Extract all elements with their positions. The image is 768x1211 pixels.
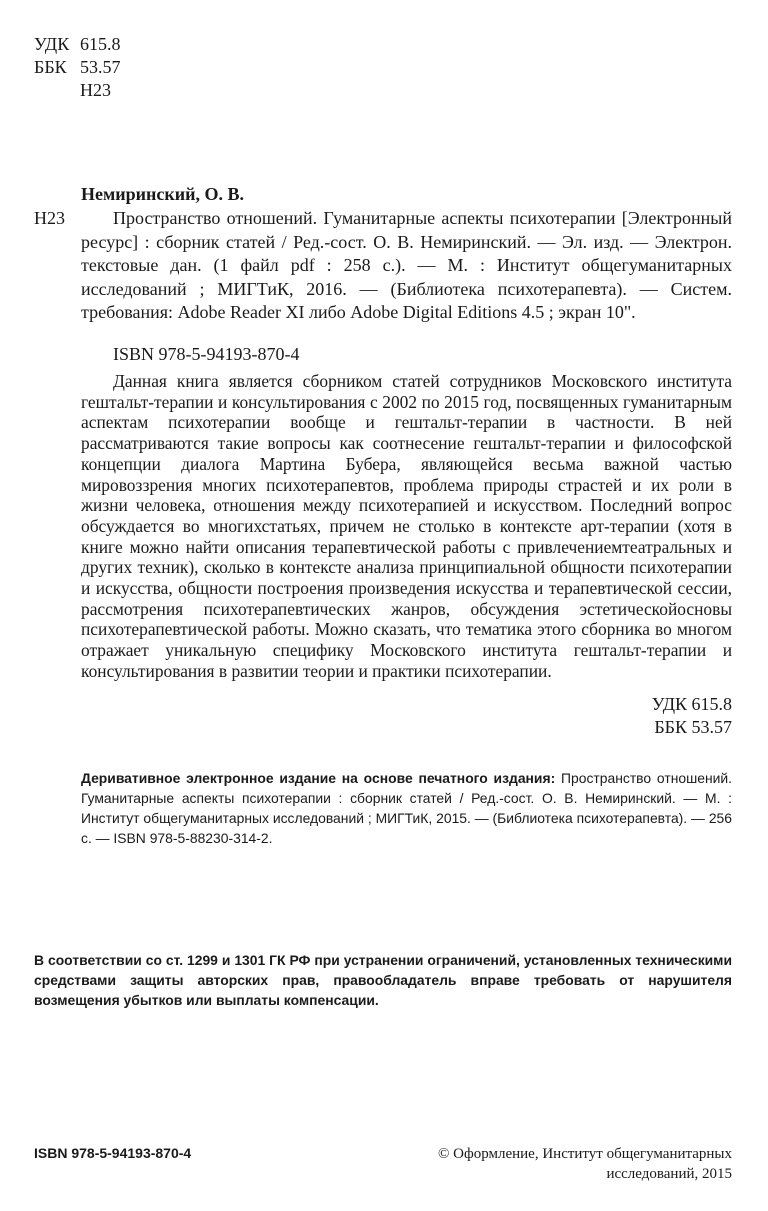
isbn-footer: ISBN 978-5-94193-870-4 [34, 1145, 192, 1161]
derivative-edition-note [81, 768, 732, 848]
udk-repeat: УДК 615.8 [651, 694, 732, 714]
bbk-line [34, 56, 121, 79]
udk-value: 615.8 [80, 34, 121, 54]
udk-line [34, 33, 121, 56]
bbk-repeat: ББК 53.57 [654, 717, 732, 737]
isbn-main: ISBN 978-5-94193-870-4 [113, 344, 300, 364]
author-cutter-code: Н23 [80, 80, 111, 100]
derivative-label: Деривативное электронное издание на основе печатного издания: [81, 770, 556, 786]
entry-cutter-code: Н23 [34, 208, 65, 228]
bbk-value: 53.57 [80, 57, 121, 77]
annotation: Данная книга является сборником статей сотрудников Московского института гештальт-терапии и консультирования с 2002 по 2015 год, посвященных гуманитарным аспектам психотерапии вообще и гештальт-терапии в частности. В ней рассматриваются такие вопросы как соотнесение гештальт-терапии и философской концепции диалога Мартина Бубера, являющейся весьма важной частью мировоззрения многих психотерапевтов, проблема природы страстей и их роли в жизни человека, отношения между психотерапией и искусством. Последний вопрос обсуждается во многихстатьях, причем не столько в контексте арт-терапии (хотя в книге можно найти описания терапевтической работы с привлечениемтеатральных и других техник), сколько в контексте анализа принципиальной общности психотерапии и искусства, общности построения произведения искусства и терапевтической сессии, рассмотрения психотерапевтических жанров, обсуждения эстетическойосновы психотерапевтической работы. Можно сказать, что тематика этого сборника во многом отражает уникальную специфику Московского института гештальт-терапии и консультирования в развитии теории и практики психотерапии. [81, 371, 732, 681]
copyright-notice: © Оформление, Институт общегуманитарных исследований, 2015 [438, 1146, 732, 1182]
author-heading: Немиринский, О. В. [81, 184, 244, 204]
derivative-text: Пространство отношений. Гуманитарные аспекты психотерапии : сборник статей / Ред.-сост. О. В. Немиринский. — М. : Институт общегуманитарных исследований ; МИГТиК, 2015. — (Библиотека психотерапевта). — 256 с. — ISBN 978-5-88230-314-2. [81, 770, 733, 846]
bbk-label: ББК [34, 57, 67, 77]
classification-codes-repeat [652, 693, 732, 739]
rights-notice: В соответствии со ст. 1299 и 1301 ГК РФ при устранении ограничений, установленных техническими средствами защиты авторских прав, правообладатель вправе требовать от нарушителя возмещения убытков или выплаты компенсации. [34, 952, 732, 1008]
bibliographic-description: Пространство отношений. Гуманитарные аспекты психотерапии [Электронный ресурс] : сборник статей / Ред.-сост. О. В. Немиринский. — Эл. изд. — Электрон. текстовые дан. (1 файл pdf : 258 с.). — М. : Институт общегуманитарных исследований ; МИГТиК, 2016. — (Библиотека психотерапевта). — Систем. требования: Adobe Reader XI либо Adobe Digital Editions 4.5 ; экран 10". [81, 208, 732, 322]
classification-codes [34, 33, 121, 102]
udk-label: УДК [34, 34, 70, 54]
